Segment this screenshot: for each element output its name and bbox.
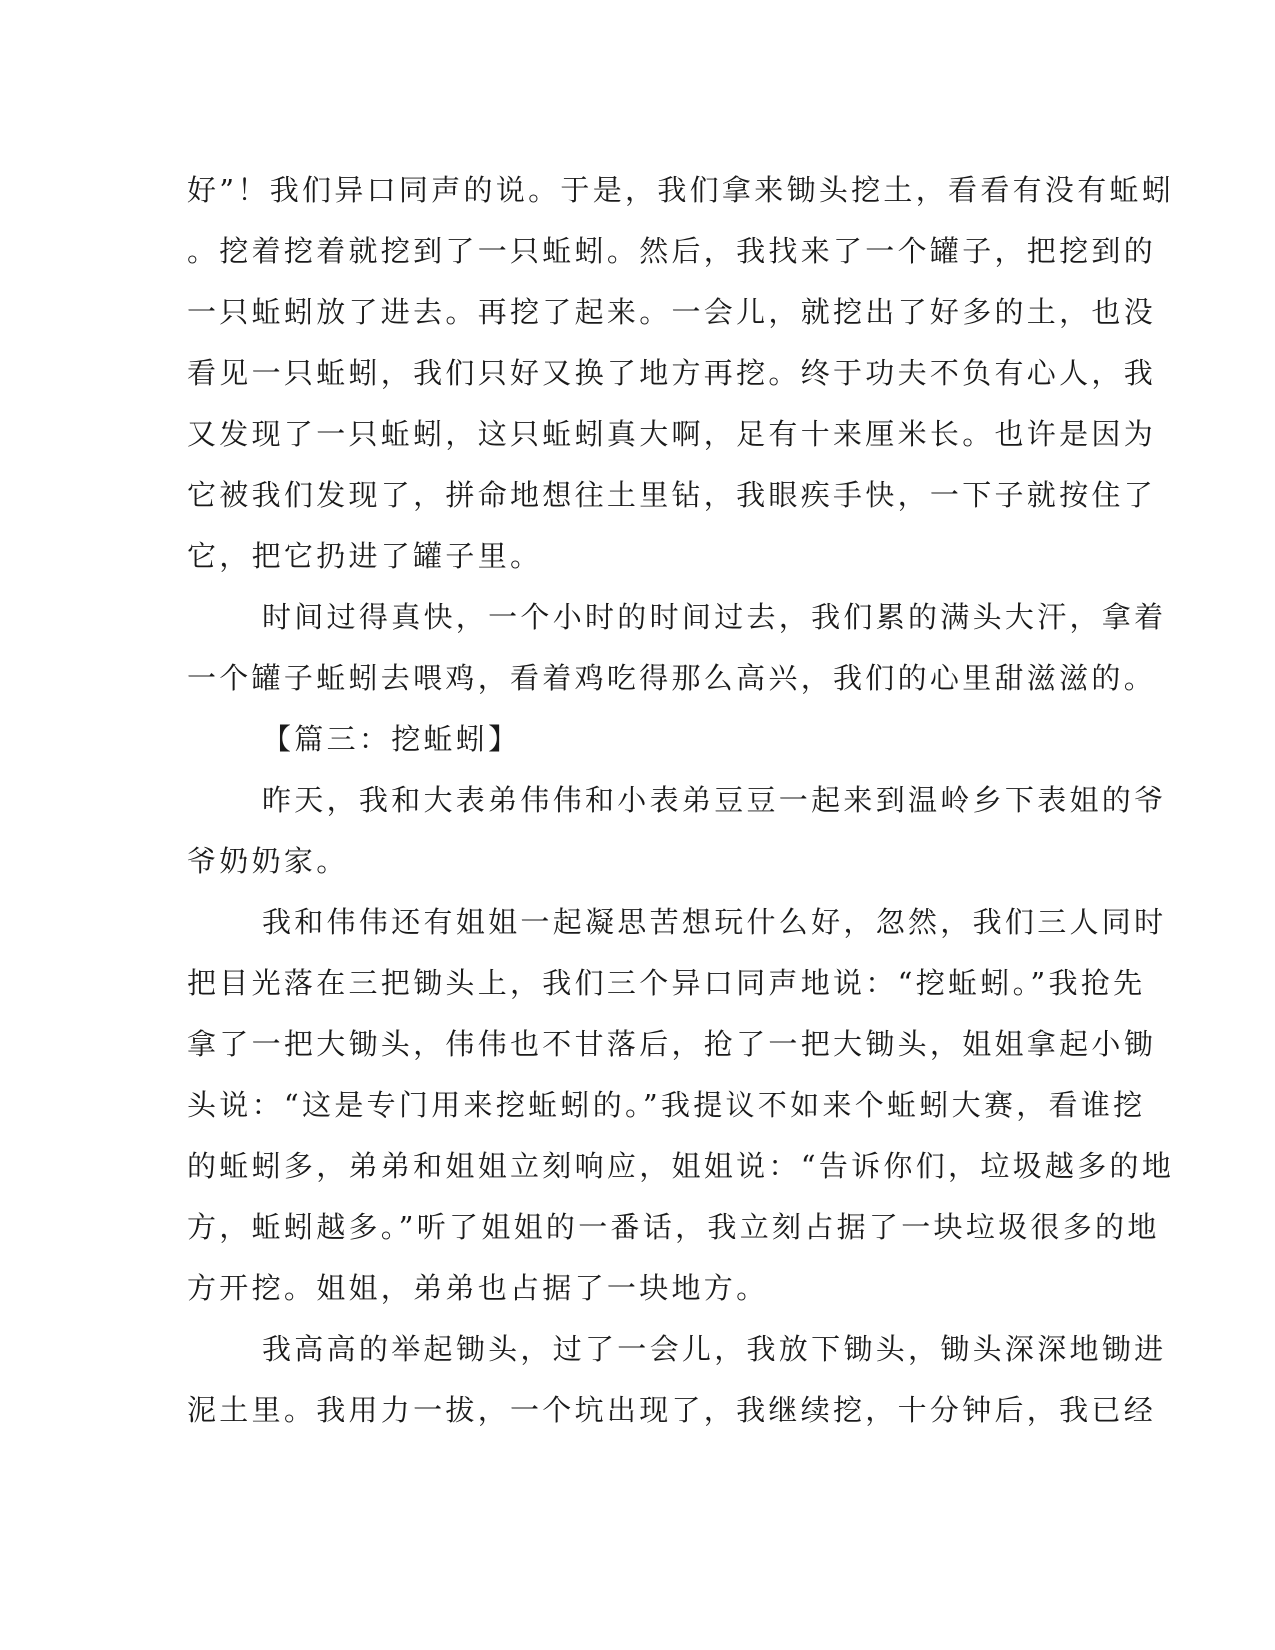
paragraph-first-line: 我和伟伟还有姐姐一起凝思苦想玩什么好，忽然，我们三人同时 — [262, 905, 1167, 939]
text-line: 。挖着挖着就挖到了一只蚯蚓。然后，我找来了一个罐子，把挖到的 — [187, 234, 1157, 268]
paragraph-first-line: 我高高的举起锄头，过了一会儿，我放下锄头，锄头深深地锄进 — [262, 1332, 1167, 1366]
document-body — [187, 160, 1175, 1441]
text-line: 爷奶奶家。 — [187, 844, 349, 878]
text-line: 头说：“这是专门用来挖蚯蚓的。”我提议不如来个蚯蚓大赛，看谁挖 — [187, 1088, 1146, 1122]
text-line: 拿了一把大锄头，伟伟也不甘落后，抢了一把大锄头，姐姐拿起小锄 — [187, 1027, 1157, 1061]
paragraph-first-line: 昨天，我和大表弟伟伟和小表弟豆豆一起来到温岭乡下表姐的爷 — [262, 783, 1167, 817]
paragraph-first-line: 时间过得真快，一个小时的时间过去，我们累的满头大汗，拿着 — [262, 600, 1167, 634]
text-line: 一个罐子蚯蚓去喂鸡，看着鸡吃得那么高兴，我们的心里甜滋滋的。 — [187, 661, 1157, 695]
section-heading: 【篇三：挖蚯蚓】 — [262, 722, 521, 756]
text-line: 它被我们发现了，拼命地想往土里钻，我眼疾手快，一下子就按住了 — [187, 478, 1157, 512]
text-line: 方开挖。姐姐，弟弟也占据了一块地方。 — [187, 1271, 769, 1305]
text-line: 又发现了一只蚯蚓，这只蚯蚓真大啊，足有十来厘米长。也许是因为 — [187, 417, 1157, 451]
text-line: 好”！我们异口同声的说。于是，我们拿来锄头挖土，看看有没有蚯蚓 — [187, 173, 1175, 207]
text-line: 看见一只蚯蚓，我们只好又换了地方再挖。终于功夫不负有心人，我 — [187, 356, 1157, 390]
text-line: 它，把它扔进了罐子里。 — [187, 539, 543, 573]
text-line: 把目光落在三把锄头上，我们三个异口同声地说：“挖蚯蚓。”我抢先 — [187, 966, 1146, 1000]
text-line: 泥土里。我用力一拔，一个坑出现了，我继续挖，十分钟后，我已经 — [187, 1393, 1157, 1427]
text-line: 一只蚯蚓放了进去。再挖了起来。一会儿，就挖出了好多的土，也没 — [187, 295, 1157, 329]
text-line: 方，蚯蚓越多。”听了姐姐的一番话，我立刻占据了一块垃圾很多的地 — [187, 1210, 1160, 1244]
text-line: 的蚯蚓多，弟弟和姐姐立刻响应，姐姐说：“告诉你们，垃圾越多的地 — [187, 1149, 1175, 1183]
